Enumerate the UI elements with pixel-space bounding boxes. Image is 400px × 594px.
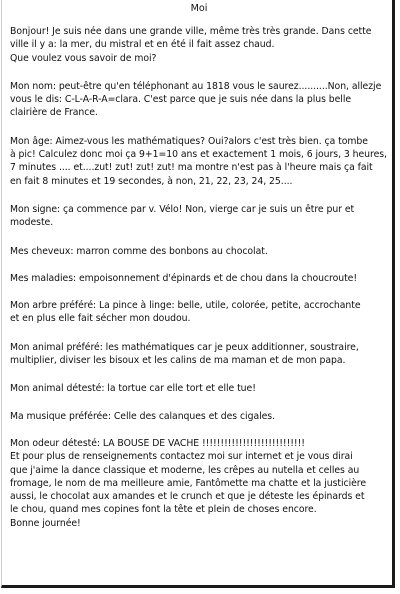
text-line: le chou, quand mes copines font la tête et plein de choses encore.	[10, 504, 317, 516]
text-line: multiplier, diviser les bisoux et les calins de ma maman et de mon papa.	[10, 355, 346, 367]
text-line: fromage, le nom de ma meilleure amie, Fantômette ma chatte et la justicière	[10, 477, 367, 489]
text-line: aussi, le chocolat aux amandes et le crunch et que je déteste les épinards et	[10, 491, 365, 503]
paragraph-greeting	[10, 25, 388, 65]
text-line: clairière de France.	[10, 107, 98, 119]
paragraph-smell-and-closing	[10, 437, 388, 530]
page-title: Moi	[190, 3, 208, 14]
text-line: que j'aime la dance classique et moderne, les crêpes au nutella et celles au	[10, 464, 360, 476]
text-line: Bonne journée!	[10, 517, 81, 529]
paragraph-hated-animal	[10, 382, 388, 395]
paragraph-hair	[10, 245, 388, 258]
text-line: Bonjour! Je suis née dans une grande ville, même très très grande. Dans cette	[10, 26, 372, 37]
text-line: modeste.	[10, 217, 54, 229]
document-body	[10, 2, 388, 545]
text-line: Que voulez vous savoir de moi?	[10, 52, 157, 64]
text-line: Mes cheveux: marron comme des bonbons au chocolat.	[10, 245, 268, 257]
paragraph-sign	[10, 203, 388, 230]
paragraph-age	[10, 135, 388, 188]
text-line: Mon nom: peut-être qu'en téléphonant au 1818 vous le saurez..........Non, allezje	[10, 80, 382, 92]
text-line: Mon animal détesté: la tortue car elle tort et elle tue!	[10, 383, 256, 395]
text-line: Mon animal préféré: les mathématiques car je peux additionner, soustraire,	[10, 341, 359, 353]
text-line: Ma musique préférée: Celle des calanques et des cigales.	[10, 410, 275, 422]
text-line: et en plus elle fait sécher mon doudou.	[10, 313, 191, 325]
text-line: Mon odeur détesté: LA BOUSE DE VACHE !!!!!!!!!!!!!!!!!!!!!!!!!!!!	[10, 437, 305, 449]
paragraph-illnesses	[10, 272, 388, 285]
text-line: Mon arbre préféré: La pince à linge: belle, utile, colorée, petite, accrochante	[10, 300, 361, 312]
text-line: Mon âge: Aimez-vous les mathématiques? Oui?alors c'est très bien. ça tombe	[10, 135, 368, 147]
paragraph-tree	[10, 299, 388, 326]
paragraph-name	[10, 80, 388, 120]
text-line: en fait 8 minutes et 19 secondes, à non, 21, 22, 23, 24, 25....	[10, 175, 293, 187]
text-line: vous le dis: C-L-A-R-A=clara. C'est parce que je suis née dans la plus belle	[10, 94, 352, 106]
text-line: Mon signe: ça commence par v. Vélo! Non, vierge car je suis un être pur et	[10, 203, 355, 215]
text-line: ville il y a: la mer, du mistral et en été il fait assez chaud.	[10, 39, 275, 51]
text-line: Et pour plus de renseignements contactez moi sur internet et je vous dirai	[10, 451, 353, 463]
paragraph-music	[10, 410, 388, 423]
paragraph-favorite-animal	[10, 341, 388, 368]
text-line: à pic! Calculez donc moi ça 9+1=10 ans et exactement 1 mois, 6 jours, 3 heures,	[10, 149, 387, 161]
text-line: Mes maladies: empoisonnement d'épinards et de chou dans la choucroute!	[10, 272, 358, 284]
text-line: 7 minutes .... et....zut! zut! zut! zut! ma montre n'est pas à l'heure mais ça fait	[10, 162, 373, 174]
